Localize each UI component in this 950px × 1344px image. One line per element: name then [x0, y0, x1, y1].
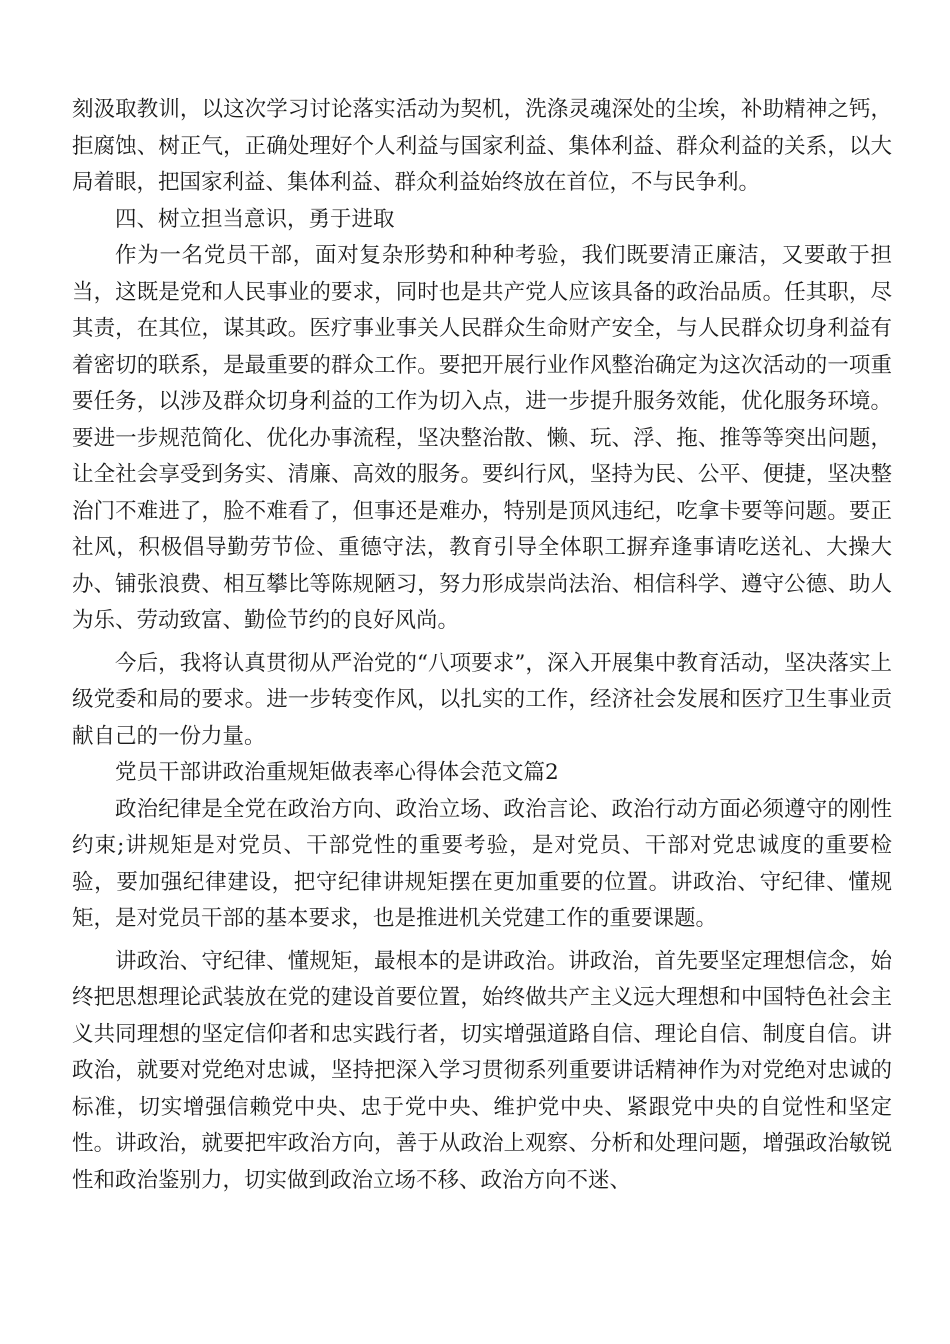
- essay-title-part-2: 党员干部讲政治重规矩做表率心得体会范文篇2: [115, 760, 559, 785]
- paragraph-continuation: 刻汲取教训，以这次学习讨论落实活动为契机，洗涤灵魂深处的尘埃，补助精神之钙，拒腐蚀、树正气，正确处理好个人利益与国家利益、集体利益、群众利益的关系，以大局着眼，把国家利益、集体利益、群众利益始终放在首位，不与民争利。: [72, 97, 892, 195]
- paragraph-talk-politics: 讲政治、守纪律、懂规矩，最根本的是讲政治。讲政治，首先要坚定理想信念，始终把思想理论武装放在党的建设首要位置，始终做共产主义远大理想和中国特色社会主义共同理想的坚定信仰者和忠实践行者，切实增强道路自信、理论自信、制度自信。讲政治，就要对党绝对忠诚，坚持把深入学习贯彻系列重要讲话精神作为对党绝对忠诚的标准，切实增强信赖党中央、忠于党中央、维护党中央、紧跟党中央的自觉性和坚定性。讲政治，就要把牢政治方向，善于从政治上观察、分析和处理问题，增强政治敏锐性和政治鉴别力，切实做到政治立场不移、政治方向不迷、: [72, 948, 892, 1193]
- paragraph-future-commitment: 今后，我将认真贯彻从严治党的“八项要求”，深入开展集中教育活动，坚决落实上级党委和局的要求。进一步转变作风，以扎实的工作，经济社会发展和医疗卫生事业贡献自己的一份力量。: [72, 650, 892, 749]
- paragraph-political-discipline: 政治纪律是全党在政治方向、政治立场、政治言论、政治行动方面必须遵守的刚性约束;讲规矩是对党员、干部党性的重要考验，是对党员、干部对党忠诚度的重要检验，要加强纪律建设，把守纪律讲规矩摆在更加重要的位置。讲政治、守纪律、懂规矩，是对党员干部的基本要求，也是推进机关党建工作的重要课题。: [72, 796, 892, 931]
- document-page: [72, 92, 892, 1199]
- section-heading-four: 四、树立担当意识，勇于进取: [115, 206, 395, 232]
- paragraph-responsibility: 作为一名党员干部，面对复杂形势和种种考验，我们既要清正廉洁，又要敢于担当，这既是党和人民事业的要求，同时也是共产党人应该具备的政治品质。任其职，尽其责，在其位，谋其政。医疗事业事关人民群众生命财产安全，与人民群众切身利益有着密切的联系，是最重要的群众工作。要把开展行业作风整治确定为这次活动的一项重要任务，以涉及群众切身利益的工作为切入点，进一步提升服务效能，优化服务环境。要进一步规范简化、优化办事流程，坚决整治散、懒、玩、浮、拖、推等等突出问题，让全社会享受到务实、清廉、高效的服务。要纠行风，坚持为民、公平、便捷，坚决整治门不难进了，脸不难看了，但事还是难办，特别是顶风违纪，吃拿卡要等问题。要正社风，积极倡导勤劳节俭、重德守法，教育引导全体职工摒弃逢事请吃送礼、大操大办、铺张浪费、相互攀比等陈规陋习，努力形成崇尚法治、相信科学、遵守公德、助人为乐、劳动致富、勤俭节约的良好风尚。: [72, 243, 892, 633]
